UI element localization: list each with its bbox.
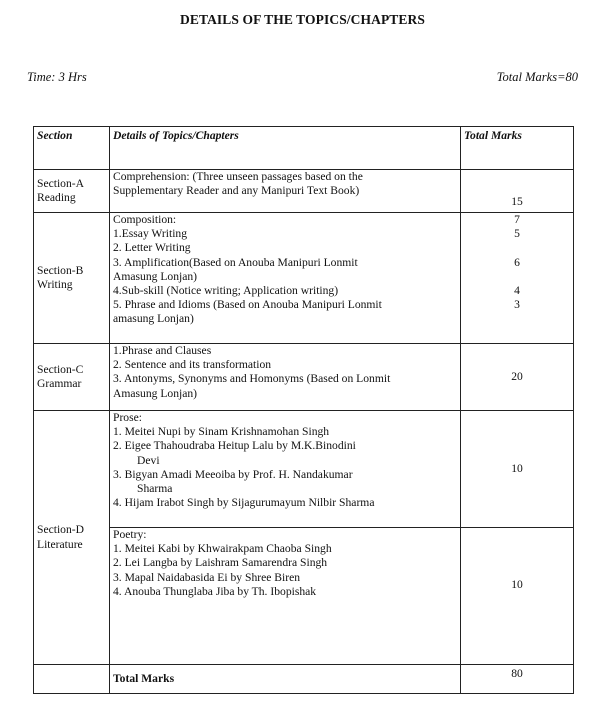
section-d-cell	[34, 411, 110, 665]
total-marks-header: Total Marks=80	[496, 70, 578, 84]
prose-marks-cell: 10	[461, 411, 574, 528]
detail-line: Composition:	[113, 213, 177, 226]
marks-spacer	[464, 241, 570, 255]
total-marks-value: 80	[461, 665, 574, 694]
grammar-details-cell	[110, 344, 461, 411]
section-label: Section-C	[37, 362, 84, 376]
poetry-item: 1. Meitei Kabi by Khwairakpam Chaoba Singh	[113, 542, 332, 556]
table-row-poetry	[34, 528, 574, 665]
section-b-cell	[34, 213, 110, 344]
detail-line: 3. Amplification(Based on Anouba Manipuri Lonmit	[113, 255, 358, 269]
detail-line: amasung Lonjan)	[113, 312, 194, 326]
poetry-heading: Poetry:	[113, 528, 147, 541]
detail-line: 2. Sentence and its transformation	[113, 358, 272, 372]
table-row-reading	[34, 170, 574, 213]
marks-spacer	[464, 270, 570, 284]
table-header-row	[34, 127, 574, 170]
section-name: Literature	[37, 537, 83, 551]
marks-line: 7	[514, 213, 520, 226]
detail-line: Supplementary Reader and any Manipuri Text Book)	[113, 184, 360, 198]
marks-line: 4	[514, 283, 520, 297]
section-name: Reading	[37, 191, 76, 204]
section-label: Section-A	[37, 176, 85, 190]
detail-line: 2. Letter Writing	[113, 241, 191, 255]
poetry-item: 3. Mapal Naidabasida Ei by Shree Biren	[113, 570, 301, 584]
marks-line: 5	[514, 227, 520, 241]
poetry-item: 2. Lei Langba by Laishram Samarendra Singh	[113, 556, 328, 570]
poetry-item: 4. Anouba Thunglaba Jiba by Th. Ibopishak	[113, 584, 317, 598]
detail-line: 1.Essay Writing	[113, 227, 188, 241]
prose-item: 2. Eigee Thahoudraba Heitup Lalu by M.K.Binodini	[113, 439, 356, 453]
section-a-cell	[34, 170, 110, 213]
prose-item: 1. Meitei Nupi by Sinam Krishnamohan Singh	[113, 425, 330, 439]
detail-line: Amasung Lonjan)	[113, 269, 198, 283]
section-name: Grammar	[37, 377, 82, 390]
table-row-prose	[34, 411, 574, 528]
prose-item-continued: Devi	[137, 453, 160, 467]
section-label: Section-B	[37, 263, 84, 277]
detail-line: 5. Phrase and Idioms (Based on Anouba Manipuri Lonmit	[113, 298, 382, 312]
header-section: Section	[34, 127, 110, 170]
prose-item: 3. Bigyan Amadi Meeoiba by Prof. H. Nandakumar	[113, 467, 353, 481]
poetry-marks-cell: 10	[461, 528, 574, 665]
total-marks-label: Total Marks	[110, 665, 461, 694]
reading-details-cell	[110, 170, 461, 213]
prose-item-continued: Sharma	[137, 482, 173, 496]
document-title: DETAILS OF THE TOPICS/CHAPTERS	[180, 12, 425, 27]
detail-line: 1.Phrase and Clauses	[113, 344, 212, 357]
table-row-total	[34, 665, 574, 694]
prose-details-cell	[110, 411, 461, 528]
section-name: Writing	[37, 278, 73, 291]
section-label: Section-D	[37, 523, 85, 537]
prose-heading: Prose:	[113, 411, 142, 424]
detail-line: 3. Antonyms, Synonyms and Homonyms (Based on Lonmit	[113, 372, 391, 386]
writing-details-cell	[110, 213, 461, 344]
section-c-cell	[34, 344, 110, 411]
exam-duration: Time: 3 Hrs	[27, 70, 87, 84]
detail-line: 4.Sub-skill (Notice writing; Application writing)	[113, 284, 339, 298]
poetry-details-cell	[110, 528, 461, 665]
table-row-writing	[34, 213, 574, 344]
header-details: Details of Topics/Chapters	[110, 127, 461, 170]
topics-table	[33, 126, 574, 694]
prose-item: 4. Hijam Irabot Singh by Sijagurumayum Nilbir Sharma	[113, 496, 375, 510]
marks-line: 3	[514, 298, 520, 312]
detail-line: Comprehension: (Three unseen passages based on the	[113, 170, 363, 183]
detail-line: Amasung Lonjan)	[113, 386, 198, 400]
table-row-grammar	[34, 344, 574, 411]
reading-marks-cell: 15	[461, 170, 574, 213]
total-empty-cell	[34, 665, 110, 694]
marks-line: 6	[514, 255, 520, 269]
writing-marks-cell	[461, 213, 574, 344]
grammar-marks-cell: 20	[461, 344, 574, 411]
header-total-marks: Total Marks	[461, 127, 574, 170]
